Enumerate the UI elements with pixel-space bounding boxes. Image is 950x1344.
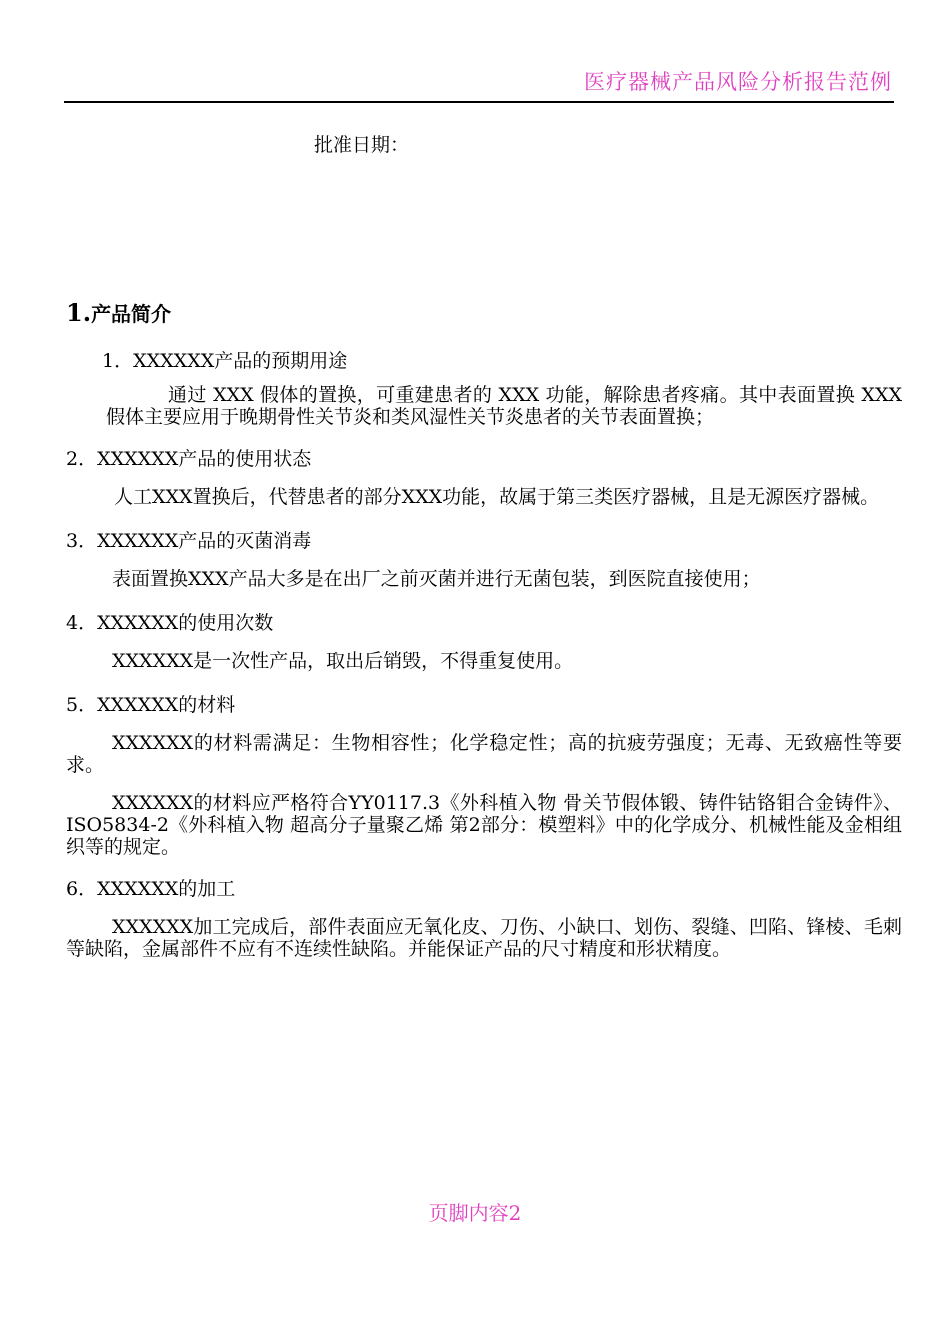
page-footer: 页脚内容2 [428, 1201, 522, 1225]
section-title-text: 产品简介 [91, 302, 172, 326]
item-paragraph: 人工XXX置换后，代替患者的部分XXX功能，故属于第三类医疗器械，且是无源医疗器械。 [114, 486, 880, 508]
item-heading: 1．XXXXXX产品的预期用途 [102, 350, 348, 372]
item-heading: 2．XXXXXX产品的使用状态 [66, 448, 312, 470]
item-heading: 3．XXXXXX产品的灭菌消毒 [66, 530, 312, 552]
item-paragraph: 表面置换XXX产品大多是在出厂之前灭菌并进行无菌包装，到医院直接使用； [112, 568, 761, 590]
approval-date-label: 批准日期： [314, 134, 410, 156]
item-paragraph: XXXXXX加工完成后，部件表面应无氧化皮、刀伤、小缺口、划伤、裂缝、凹陷、锋棱、毛刺等缺陷，金属部件不应有不连续性缺陷。并能保证产品的尺寸精度和形状精度。 [66, 916, 902, 960]
document-body [66, 350, 902, 960]
header-divider [64, 101, 894, 103]
section-number: 1. [66, 298, 92, 327]
section-heading [66, 298, 171, 327]
item-paragraph: XXXXXX的材料应严格符合YY0117.3《外科植入物 骨关节假体锻、铸件钴铬钼合金铸件》、ISO5834-2《外科植入物 超高分子量聚乙烯 第2部分：模塑料》中的化学成分、机械性能及金相组织等的规定。 [66, 792, 902, 858]
item-paragraph: XXXXXX是一次性产品，取出后销毁，不得重复使用。 [112, 650, 574, 672]
item-paragraph: 通过 XXX 假体的置换，可重建患者的 XXX 功能，解除患者疼痛。其中表面置换 XXX 假体主要应用于晚期骨性关节炎和类风湿性关节炎患者的关节表面置换； [106, 384, 902, 428]
header-title: 医疗器械产品风险分析报告范例 [584, 70, 892, 94]
item-heading: 4．XXXXXX的使用次数 [66, 612, 274, 634]
item-heading: 6．XXXXXX的加工 [66, 878, 236, 900]
item-paragraph: XXXXXX的材料需满足：生物相容性；化学稳定性；高的抗疲劳强度；无毒、无致癌性等要求。 [66, 732, 902, 776]
item-heading: 5．XXXXXX的材料 [66, 694, 236, 716]
